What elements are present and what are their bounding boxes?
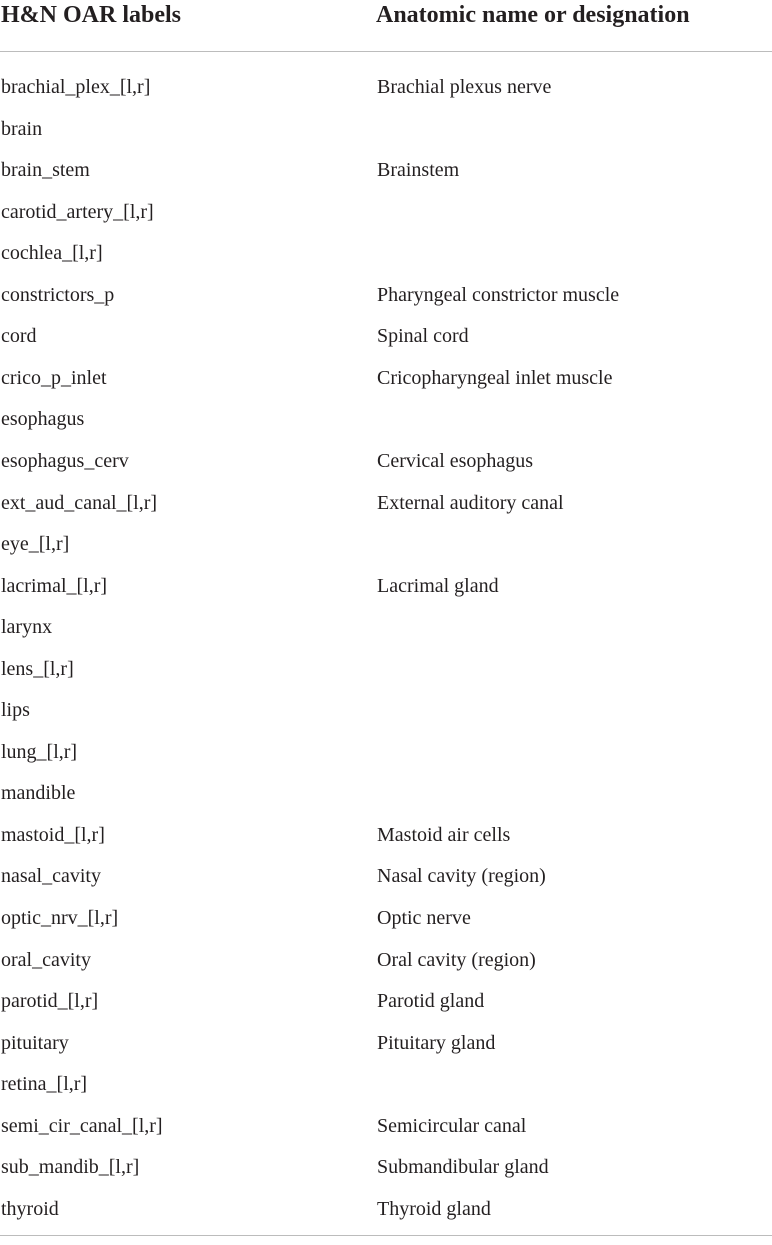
anatomic-name-cell: Mastoid air cells xyxy=(377,823,511,846)
oar-label-cell: thyroid xyxy=(1,1197,59,1220)
oar-label-cell: crico_p_inlet xyxy=(1,366,107,389)
table-row xyxy=(0,1113,772,1154)
anatomic-name-cell: Optic nerve xyxy=(377,907,471,929)
table-row xyxy=(0,863,772,904)
table-row xyxy=(0,739,772,780)
anatomic-name-cell: Cervical esophagus xyxy=(377,449,534,472)
anatomic-name-cell: Nasal cavity (region) xyxy=(377,865,546,888)
oar-label-cell: mandible xyxy=(1,782,76,805)
oar-label-cell: brain xyxy=(1,117,43,140)
oar-label-cell: esophagus_cerv xyxy=(1,449,129,472)
table-row xyxy=(0,1196,772,1237)
anatomic-name-cell: Thyroid gland xyxy=(377,1197,491,1220)
anatomic-name-cell: Submandibular gland xyxy=(377,1156,549,1179)
table-row xyxy=(0,365,772,406)
oar-label-cell: lacrimal_[l,r] xyxy=(1,574,108,597)
table-row xyxy=(0,490,772,531)
table-bottom-rule xyxy=(0,1235,772,1236)
oar-label-cell: nasal_cavity xyxy=(1,865,101,888)
table-row xyxy=(0,531,772,572)
anatomic-name-cell: Spinal cord xyxy=(377,325,469,348)
anatomic-name-cell: Brachial plexus nerve xyxy=(377,76,552,98)
table-row xyxy=(0,240,772,281)
oar-label-cell: oral_cavity xyxy=(1,948,91,971)
header-oar-labels: H&N OAR labels xyxy=(1,2,181,28)
table-row xyxy=(0,116,772,157)
table-row xyxy=(0,614,772,655)
oar-label-cell: mastoid_[l,r] xyxy=(1,823,105,846)
oar-label-cell: cochlea_[l,r] xyxy=(1,242,103,265)
oar-label-cell: parotid_[l,r] xyxy=(1,990,99,1013)
table-row xyxy=(0,406,772,447)
table-row xyxy=(0,988,772,1029)
oar-label-cell: pituitary xyxy=(1,1031,69,1054)
table-row xyxy=(0,448,772,489)
table-row xyxy=(0,323,772,364)
anatomic-name-cell: Brainstem xyxy=(377,159,460,182)
anatomic-name-cell: Pituitary gland xyxy=(377,1031,496,1054)
anatomic-name-cell: Lacrimal gland xyxy=(377,574,499,597)
table-row xyxy=(0,947,772,988)
table-row xyxy=(0,656,772,697)
oar-label-cell: lens_[l,r] xyxy=(1,657,74,680)
table-row xyxy=(0,780,772,821)
table-row xyxy=(0,1030,772,1071)
anatomic-name-cell: Pharyngeal constrictor muscle xyxy=(377,283,620,306)
anatomic-name-cell: External auditory canal xyxy=(377,491,564,514)
table-row xyxy=(0,157,772,198)
header-anatomic-name: Anatomic name or designation xyxy=(376,2,690,28)
table-row xyxy=(0,1071,772,1112)
oar-label-cell: ext_aud_canal_[l,r] xyxy=(1,491,158,514)
anatomic-name-cell: Semicircular canal xyxy=(377,1114,527,1137)
oar-label-cell: constrictors_p xyxy=(1,283,115,306)
oar-label-cell: brachial_plex_[l,r] xyxy=(1,76,151,98)
oar-label-cell: eye_[l,r] xyxy=(1,533,70,555)
oar-label-cell: brain_stem xyxy=(1,159,90,182)
table-header-row xyxy=(0,0,772,50)
table-row xyxy=(0,199,772,240)
table-row xyxy=(0,697,772,738)
oar-label-cell: larynx xyxy=(1,616,53,639)
oar-label-cell: cord xyxy=(1,325,37,348)
oar-label-cell: lung_[l,r] xyxy=(1,740,78,763)
oar-label-cell: semi_cir_canal_[l,r] xyxy=(1,1114,163,1137)
anatomic-name-cell: Cricopharyngeal inlet muscle xyxy=(377,366,613,389)
oar-label-cell: sub_mandib_[l,r] xyxy=(1,1156,140,1179)
oar-label-cell: esophagus xyxy=(1,408,85,431)
table-row xyxy=(0,573,772,614)
table-row xyxy=(0,74,772,115)
oar-label-cell: optic_nrv_[l,r] xyxy=(1,907,119,929)
oar-label-cell: retina_[l,r] xyxy=(1,1073,88,1096)
table-row xyxy=(0,822,772,863)
anatomic-name-cell: Oral cavity (region) xyxy=(377,948,536,971)
oar-label-cell: lips xyxy=(1,699,30,722)
oar-label-cell: carotid_artery_[l,r] xyxy=(1,200,154,223)
table-row xyxy=(0,905,772,946)
header-divider xyxy=(0,51,772,52)
anatomic-name-cell: Parotid gland xyxy=(377,990,485,1013)
table-row xyxy=(0,282,772,323)
table-row xyxy=(0,1154,772,1195)
